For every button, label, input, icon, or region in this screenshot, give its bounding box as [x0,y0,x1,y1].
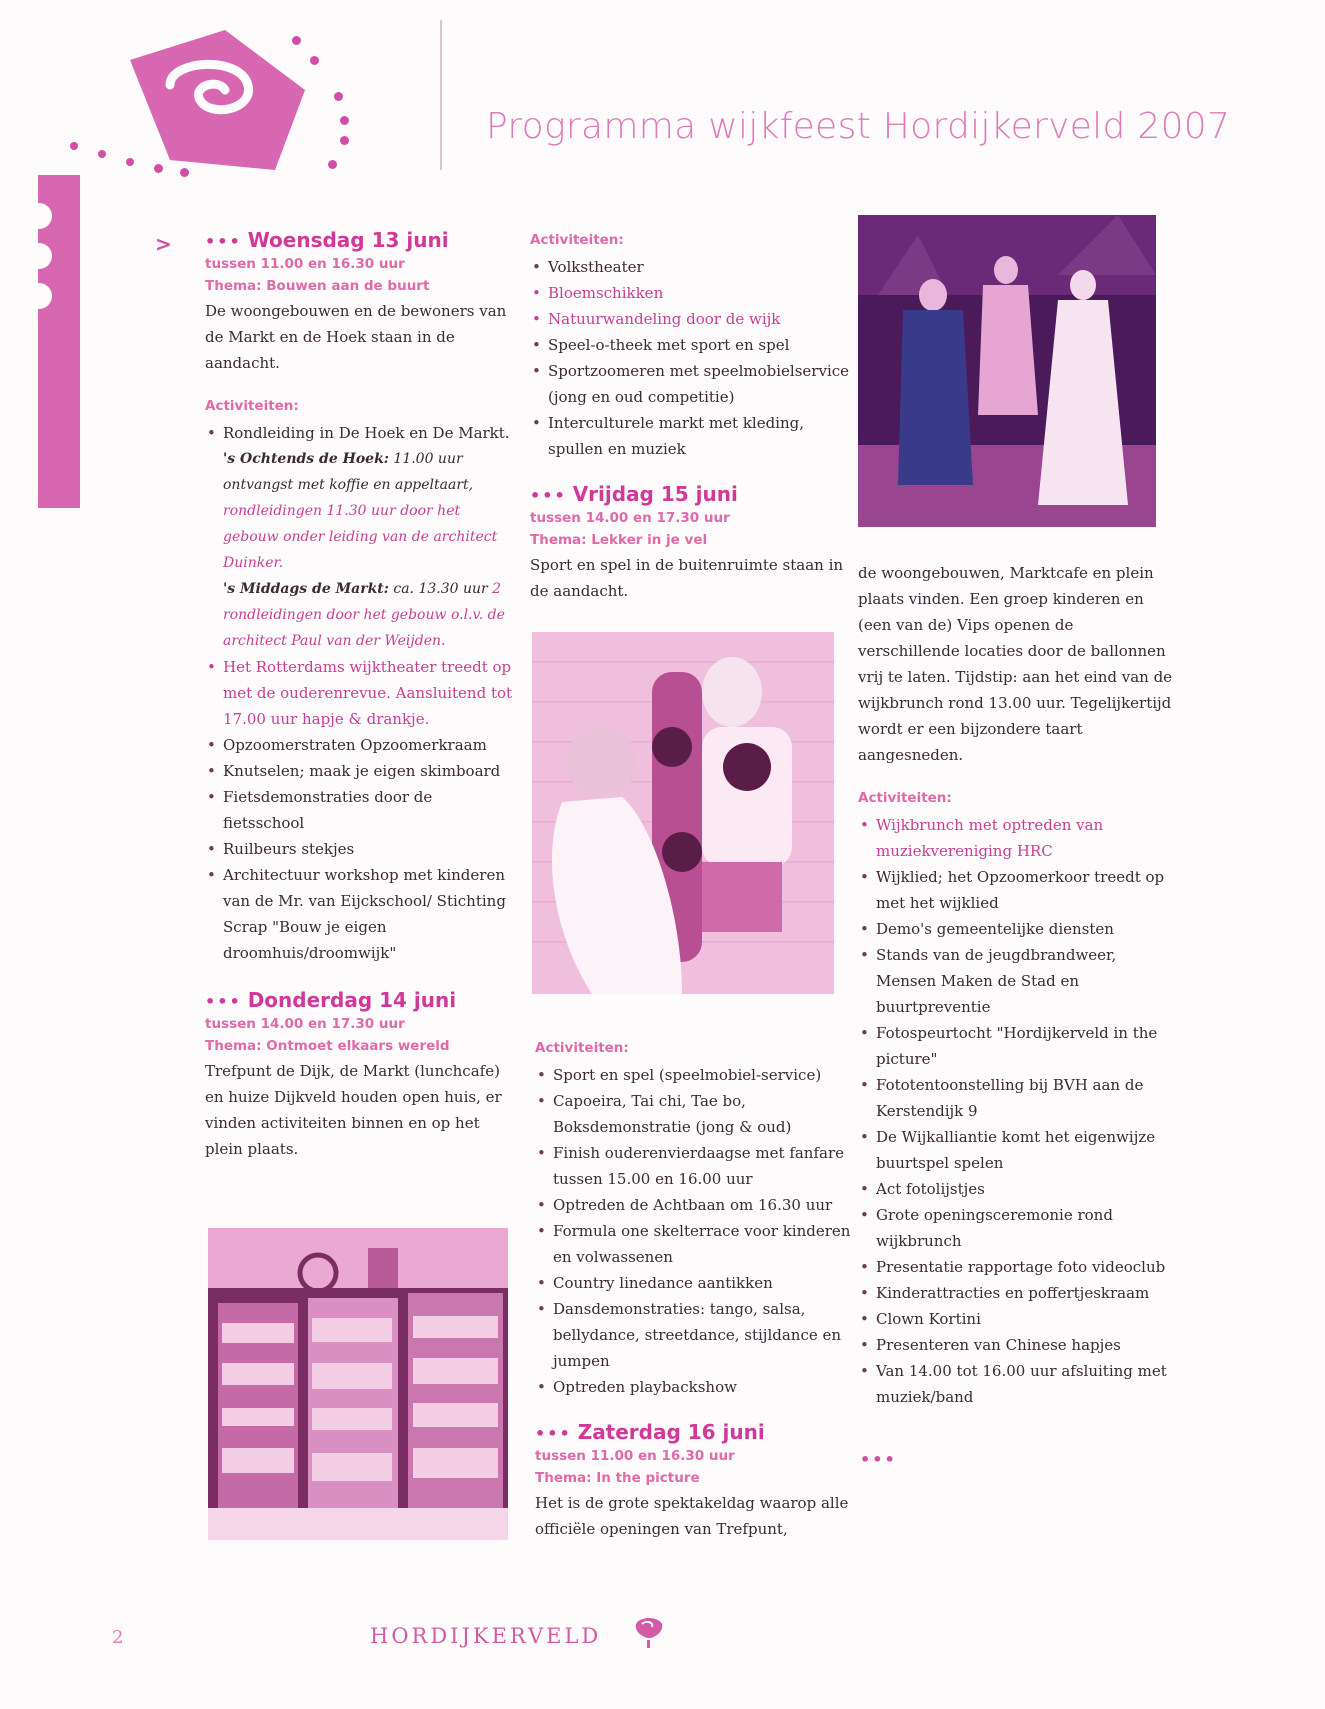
day-time: tussen 11.00 en 16.30 uur [205,256,405,272]
list-item: • Demo's gemeentelijke diensten [858,916,1178,942]
column-middle-lower [535,1040,855,1542]
activities-list-wednesday [205,420,515,446]
activities-list-thursday [530,254,850,462]
activities-label: Activiteiten: [205,398,299,414]
day-intro: De woongebouwen en de bewoners van de Markt en de Hoek staan in de aandacht. [205,302,507,372]
column-middle [530,232,850,604]
activities-label: Activiteiten: [530,232,624,248]
activities-list-friday [535,1062,855,1400]
rose-icon [632,1614,666,1650]
list-item: • Grote openingsceremonie rond wijkbrunch [858,1202,1178,1254]
activities-label: Activiteiten: [858,790,952,806]
list-item: • Opzoomerstraten Opzoomerkraam [205,732,515,758]
list-item: • Presentatie rapportage foto videoclub [858,1254,1178,1280]
footer-brand: HORDIJKERVELD [370,1624,602,1648]
spiral-logo-icon [130,30,305,180]
day-intro: Trefpunt de Dijk, de Markt (lunchcafe) en huize Dijkveld houden open huis, er vinden activiteiten binnen en op het plein plaats. [205,1062,502,1158]
column-right [858,560,1178,1410]
day-heading-wednesday: ••• Woensdag 13 juni [205,228,449,252]
list-item: • Optreden playbackshow [535,1374,855,1400]
list-item: • Bloemschikken [530,280,850,306]
list-item: • Architectuur workshop met kinderen van de Mr. van Eijckschool/ Stichting Scrap "Bouw je eigen droomhuis/droomwijk" [205,862,515,966]
list-item: • Sportzoomeren met speelmobielservice (jong en oud competitie) [530,358,850,410]
day-intro: Het is de grote spektakeldag waarop alle officiële openingen van Trefpunt, [535,1494,849,1538]
day-intro: Sport en spel in de buitenruimte staan in de aandacht. [530,556,844,600]
section-marker: > [155,232,172,256]
list-item: • Natuurwandeling door de wijk [530,306,850,332]
column-left [205,228,515,1162]
list-item: • Knutselen; maak je eigen skimboard [205,758,515,784]
list-item: • Stands van de jeugdbrandweer, Mensen Maken de Stad en buurtpreventie [858,942,1178,1020]
list-item: • Presenteren van Chinese hapjes [858,1332,1178,1358]
day-heading-saturday: ••• Zaterdag 16 juni [535,1420,765,1444]
day-intro-continued: de woongebouwen, Marktcafe en plein plaats vinden. Een groep kinderen en (een van de) Vips openen de verschillende locaties door de ballonnen vrij te laten. Tijdstip: aan het eind van de wijkbrunch rond 13.00 uur. Tegelijkertijd wordt er een bijzondere taart aangesneden. [858,564,1173,764]
side-decoration-bar [38,175,80,508]
list-item: • Wijklied; het Opzoomerkoor treedt op met het wijklied [858,864,1178,916]
list-item: • Formula one skelterrace voor kinderen en volwassenen [535,1218,855,1270]
list-item: • Sport en spel (speelmobiel-service) [535,1062,855,1088]
day-time: tussen 14.00 en 17.30 uur [205,1016,405,1032]
photo-boxing [532,632,834,994]
activities-label: Activiteiten: [535,1040,629,1056]
list-item: • Fototentoonstelling bij BVH aan de Kerstendijk 9 [858,1072,1178,1124]
day-heading-friday: ••• Vrijdag 15 juni [530,482,738,506]
list-item: • Clown Kortini [858,1306,1178,1332]
page-title: Programma wijkfeest Hordijkerveld 2007 [486,106,1231,147]
tour-details: 's Ochtends de Hoek: 11.00 uur ontvangst met koffie en appeltaart, rondleidingen 11.30 uur door het gebouw onder leiding van de architect Duinker. 's Middags de Markt: ca. 13.30 uur 2 rondleidingen door het gebouw o.l.v. de architect Paul van der Weijden. [223,451,505,649]
day-theme: Thema: In the picture [535,1470,700,1486]
list-item: • Dansdemonstraties: tango, salsa, bellydance, streetdance, stijldance en jumpen [535,1296,855,1374]
end-dots: ••• [860,1450,897,1469]
page-number: 2 [112,1627,124,1648]
header-divider [440,20,442,170]
list-item: • Ruilbeurs stekjes [205,836,515,862]
list-item: • Interculturele markt met kleding, spullen en muziek [530,410,850,462]
list-item: • Country linedance aantikken [535,1270,855,1296]
list-item: • Volkstheater [530,254,850,280]
list-item: • Rondleiding in De Hoek en De Markt. [205,420,515,446]
list-item: • Het Rotterdams wijktheater treedt op met de ouderenrevue. Aansluitend tot 17.00 uur hapje & drankje. [205,654,515,732]
list-item: • Capoeira, Tai chi, Tae bo, Boksdemonstratie (jong & oud) [535,1088,855,1140]
activities-list-saturday [858,812,1178,1410]
day-time: tussen 14.00 en 17.30 uur [530,510,730,526]
photo-dancers [858,215,1156,527]
day-heading-thursday: ••• Donderdag 14 juni [205,988,457,1012]
list-item: • Optreden de Achtbaan om 16.30 uur [535,1192,855,1218]
photo-shelves [208,1228,508,1540]
list-item: • Fietsdemonstraties door de fietsschool [205,784,515,836]
day-time: tussen 11.00 en 16.30 uur [535,1448,735,1464]
activities-list-wednesday-cont [205,654,515,966]
list-item: • De Wijkalliantie komt het eigenwijze buurtspel spelen [858,1124,1178,1176]
day-theme: Thema: Ontmoet elkaars wereld [205,1038,450,1054]
list-item: • Finish ouderenvierdaagse met fanfare tussen 15.00 en 16.00 uur [535,1140,855,1192]
list-item: • Van 14.00 tot 16.00 uur afsluiting met muziek/band [858,1358,1178,1410]
list-item: • Wijkbrunch met optreden van muziekvereniging HRC [858,812,1178,864]
day-theme: Thema: Bouwen aan de buurt [205,278,430,294]
list-item: • Act fotolijstjes [858,1176,1178,1202]
day-theme: Thema: Lekker in je vel [530,532,708,548]
list-item: • Speel-o-theek met sport en spel [530,332,850,358]
list-item: • Fotospeurtocht "Hordijkerveld in the picture" [858,1020,1178,1072]
list-item: • Kinderattracties en poffertjeskraam [858,1280,1178,1306]
